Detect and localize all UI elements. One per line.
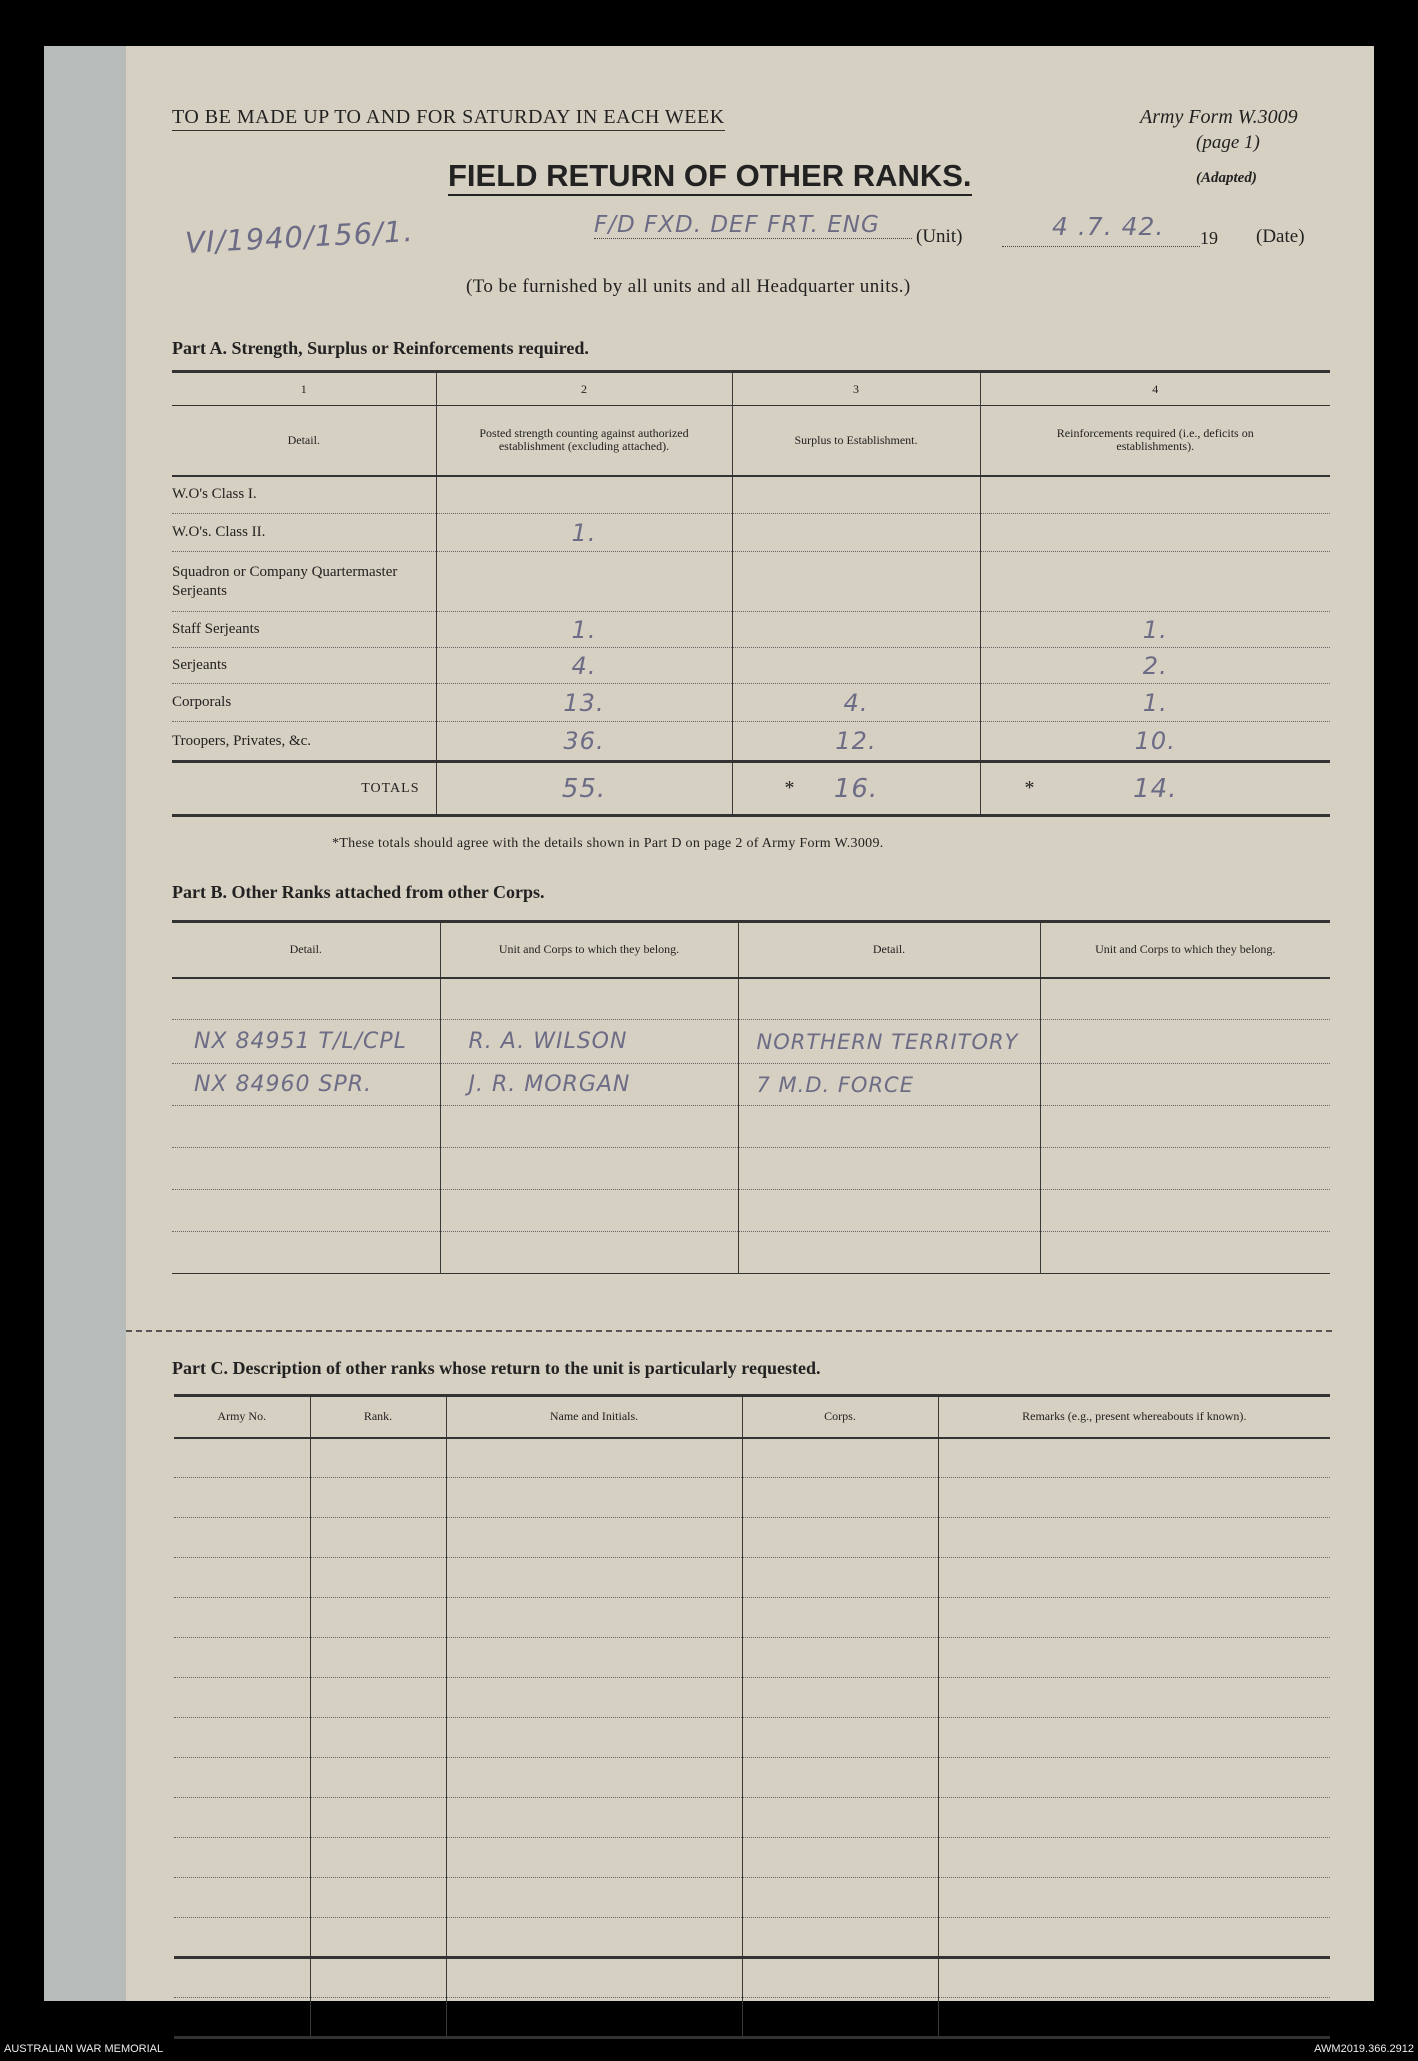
reinf-cell — [980, 514, 1330, 552]
table-row — [172, 1064, 1330, 1106]
surplus-cell — [732, 552, 980, 612]
totals-label: TOTALS — [361, 780, 420, 796]
attached-name: R. A. WILSON — [440, 1020, 738, 1064]
reinf-cell: 10. — [980, 722, 1330, 762]
col-number-3: 3 — [732, 372, 980, 406]
col-header-remarks: Remarks (e.g., present whereabouts if known). — [938, 1396, 1330, 1438]
totals-row — [172, 762, 1330, 816]
footer-left: AUSTRALIAN WAR MEMORIAL — [4, 2043, 164, 2055]
totals-surplus-cell — [732, 762, 980, 816]
table-row — [172, 722, 1330, 762]
table-row — [172, 1020, 1330, 1064]
table-row — [172, 612, 1330, 648]
col-header-detail: Detail. — [287, 432, 320, 447]
footer-right: AWM2019.366.2912 — [1314, 2043, 1414, 2055]
col-header-posted: Posted strength counting against authorized establishment (excluding attached). — [436, 406, 732, 476]
col-header-unit-corps: Unit and Corps to which they belong. — [1040, 922, 1330, 978]
col-number-4: 4 — [980, 372, 1330, 406]
row-detail: W.O's. Class II. — [172, 514, 436, 552]
binding-strip — [44, 46, 126, 2001]
date-value: 4 .7. 42. — [1052, 212, 1165, 241]
perforation-line — [126, 1330, 1332, 1332]
surplus-cell — [732, 648, 980, 684]
form-adapted: (Adapted) — [1196, 170, 1257, 186]
col-header-name-initials: Name and Initials. — [446, 1396, 742, 1438]
table-row — [172, 648, 1330, 684]
col-number-2: 2 — [436, 372, 732, 406]
surplus-cell — [732, 476, 980, 514]
col-header-unit-corps: Unit and Corps to which they belong. — [440, 922, 738, 978]
posted-cell: 1. — [436, 612, 732, 648]
attached-unit: 7 M.D. FORCE — [738, 1064, 1040, 1106]
table-row — [172, 684, 1330, 722]
attached-detail: NX 84951 T/L/CPL — [172, 1020, 440, 1064]
posted-cell — [436, 476, 732, 514]
form-id: Army Form W.3009 — [1140, 106, 1298, 128]
reinf-cell — [980, 476, 1330, 514]
row-detail: Serjeants — [172, 648, 436, 684]
posted-cell: 4. — [436, 648, 732, 684]
reinf-cell: 1. — [980, 684, 1330, 722]
totals-asterisk: * — [784, 777, 795, 799]
furnish-note: (To be furnished by all units and all Headquarter units.) — [466, 276, 911, 297]
surplus-cell: 4. — [732, 684, 980, 722]
instruction-line: TO BE MADE UP TO AND FOR SATURDAY IN EACH WEEK — [172, 106, 725, 131]
col-header-reinforcements: Reinforcements required (i.e., deficits on establishments). — [980, 406, 1330, 476]
surplus-cell: 12. — [732, 722, 980, 762]
part-c-heading: Part C. Description of other ranks whose return to the unit is particularly requested. — [172, 1358, 821, 1378]
attached-name: J. R. MORGAN — [440, 1064, 738, 1106]
posted-cell: 1. — [436, 514, 732, 552]
part-b-heading: Part B. Other Ranks attached from other Corps. — [172, 882, 545, 902]
part-b-table — [172, 920, 1330, 1274]
totals-note: *These totals should agree with the details shown in Part D on page 2 of Army Form W.3009. — [332, 836, 884, 851]
date-dotted-line — [1002, 246, 1200, 247]
posted-cell: 13. — [436, 684, 732, 722]
row-detail: W.O's Class I. — [172, 476, 436, 514]
row-detail: Troopers, Privates, &c. — [172, 732, 312, 749]
totals-posted: 55. — [436, 762, 732, 816]
totals-surplus: 16. — [833, 773, 879, 804]
unit-value: F/D FXD. DEF FRT. ENG — [594, 212, 912, 239]
row-detail: Corporals — [172, 684, 436, 722]
surplus-cell — [732, 612, 980, 648]
year-prefix: 19 — [1200, 228, 1218, 248]
table-row — [172, 552, 1330, 612]
reinf-cell: 2. — [980, 648, 1330, 684]
reinf-cell: 1. — [980, 612, 1330, 648]
attached-unit: NORTHERN TERRITORY — [738, 1020, 1040, 1064]
attached-detail: NX 84960 SPR. — [172, 1064, 440, 1106]
table-row — [172, 514, 1330, 552]
page-title: FIELD RETURN OF OTHER RANKS. — [448, 158, 972, 196]
totals-reinf: 14. — [1133, 773, 1178, 804]
col-header-surplus: Surplus to Establishment. — [732, 406, 980, 476]
part-a-heading: Part A. Strength, Surplus or Reinforcements required. — [172, 338, 589, 358]
row-detail: Squadron or Company Quartermaster Serjeants — [172, 552, 436, 612]
posted-cell — [436, 552, 732, 612]
table-row — [172, 476, 1330, 514]
col-header-rank: Rank. — [310, 1396, 446, 1438]
totals-reinf-cell — [980, 762, 1330, 816]
unit-label: (Unit) — [916, 226, 963, 247]
totals-asterisk: * — [1024, 777, 1035, 799]
date-label: (Date) — [1256, 226, 1305, 247]
form-page: (page 1) — [1196, 132, 1260, 153]
file-reference: VI/1940/156/1. — [184, 214, 415, 260]
part-c-table — [174, 1394, 1330, 2039]
reinf-cell — [980, 552, 1330, 612]
col-header-detail: Detail. — [289, 942, 322, 957]
row-detail: Staff Serjeants — [172, 612, 436, 648]
part-a-table — [172, 370, 1330, 817]
posted-cell: 36. — [436, 722, 732, 762]
col-header-army-no: Army No. — [217, 1409, 267, 1424]
col-header-detail: Detail. — [738, 922, 1040, 978]
col-number-1: 1 — [300, 381, 307, 396]
surplus-cell — [732, 514, 980, 552]
col-header-corps: Corps. — [742, 1396, 938, 1438]
